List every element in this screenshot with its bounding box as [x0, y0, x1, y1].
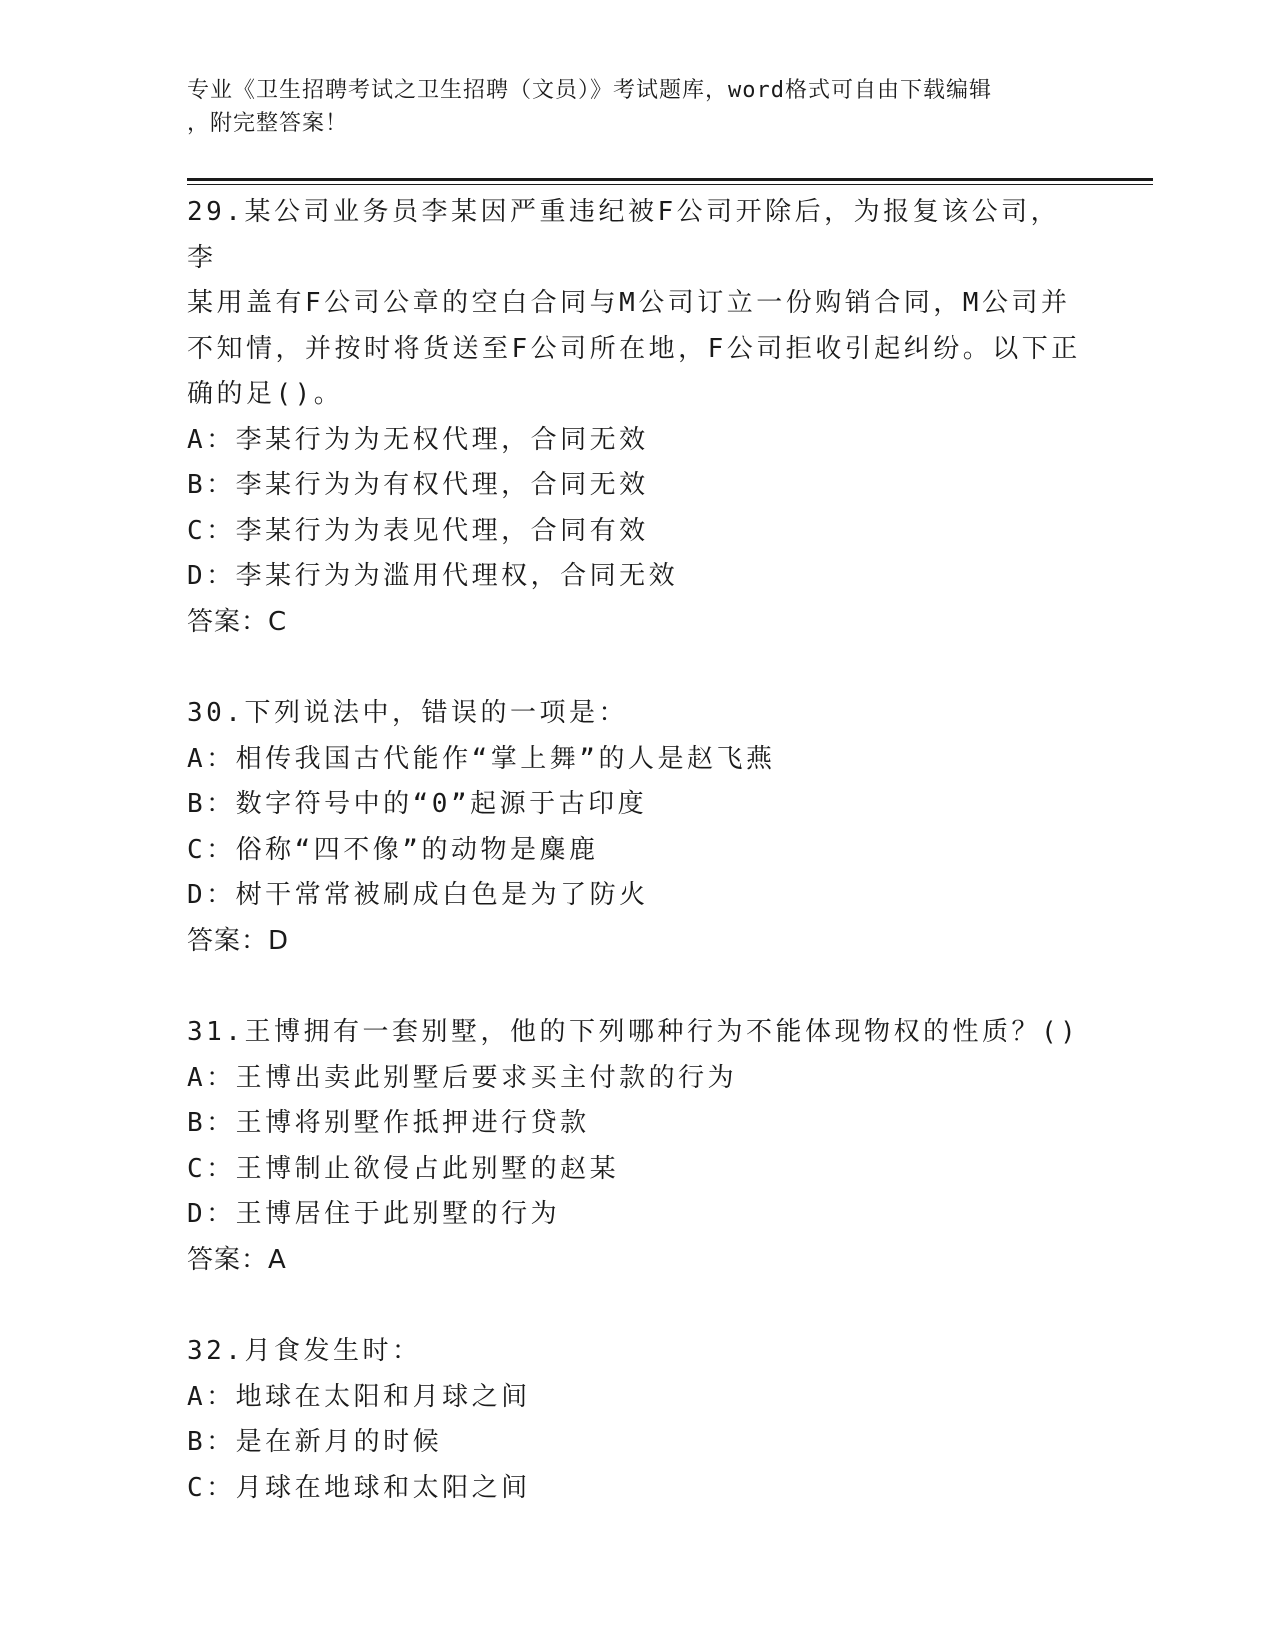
stem-line: 31.王博拥有一套别墅，他的下列哪种行为不能体现物权的性质？(): [187, 1017, 1080, 1047]
stem-line: 某用盖有F公司公章的空白合同与M公司订立一份购销合同，M公司并: [187, 288, 1071, 318]
answer: 答案：A: [187, 1244, 287, 1275]
document-header: [187, 74, 1087, 140]
question-29: [187, 190, 1087, 645]
header-divider-thin: [187, 184, 1153, 185]
option-a: A：李某行为为无权代理，合同无效: [187, 424, 649, 455]
option-c: C：月球在地球和太阳之间: [187, 1472, 531, 1503]
question-stem: [187, 190, 1087, 418]
option-a: A：地球在太阳和月球之间: [187, 1381, 531, 1412]
header-line-2: ，附完整答案！: [187, 111, 349, 136]
answer: 答案：C: [187, 606, 288, 637]
question-stem: [187, 691, 1087, 737]
option-d: D：李某行为为滥用代理权，合同无效: [187, 561, 679, 591]
stem-line: 32.月食发生时：: [187, 1336, 422, 1366]
question-list: [187, 190, 1087, 1557]
option-b: B：数字符号中的“0”起源于古印度: [187, 789, 648, 819]
option-a: A：王博出卖此别墅后要求买主付款的行为: [187, 1062, 738, 1093]
question-30: [187, 691, 1087, 964]
option-c: C：王博制止欲侵占此别墅的赵某: [187, 1153, 620, 1184]
answer: 答案：D: [187, 925, 290, 956]
option-b: B：是在新月的时候: [187, 1427, 443, 1457]
stem-line: 29.某公司业务员李某因严重违纪被F公司开除后，为报复该公司，李: [187, 197, 1061, 273]
stem-line: 30.下列说法中，错误的一项是：: [187, 698, 628, 728]
question-stem: [187, 1010, 1087, 1056]
question-32: [187, 1329, 1087, 1511]
stem-line: 确的足()。: [187, 379, 344, 409]
option-d: D：树干常常被刷成白色是为了防火: [187, 880, 649, 910]
question-stem: [187, 1329, 1087, 1375]
header-line-1: 专业《卫生招聘考试之卫生招聘（文员）》考试题库，word格式可自由下载编辑: [187, 78, 992, 103]
stem-line: 不知情，并按时将货送至F公司所在地，F公司拒收引起纠纷。以下正: [187, 333, 1081, 364]
header-divider-thick: [187, 178, 1153, 181]
option-c: C：李某行为为表见代理，合同有效: [187, 515, 649, 546]
option-b: B：李某行为为有权代理，合同无效: [187, 470, 649, 500]
question-31: [187, 1010, 1087, 1283]
option-d: D：王博居住于此别墅的行为: [187, 1199, 561, 1229]
option-b: B：王博将别墅作抵押进行贷款: [187, 1108, 590, 1138]
option-c: C：俗称“四不像”的动物是麋鹿: [187, 834, 599, 865]
option-a: A：相传我国古代能作“掌上舞”的人是赵飞燕: [187, 743, 776, 774]
